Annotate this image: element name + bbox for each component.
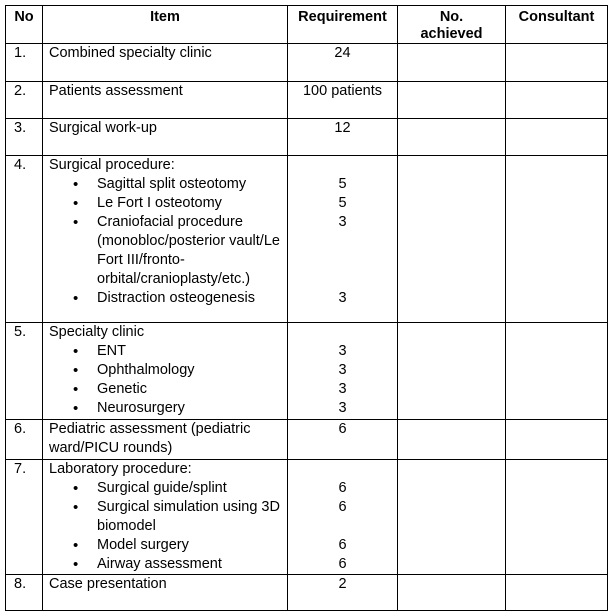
row-number: 4. xyxy=(6,156,43,323)
requirement-cell xyxy=(288,460,398,575)
sub-requirement: 3 xyxy=(338,381,347,397)
sub-item: • Surgical simulation using 3D biomodel xyxy=(49,498,283,536)
row-number: 5. xyxy=(6,323,43,420)
item-cell xyxy=(43,323,288,420)
achieved-cell[interactable] xyxy=(398,460,506,575)
table-row xyxy=(6,323,608,420)
row-number: 7. xyxy=(6,460,43,575)
table-row xyxy=(6,460,608,575)
item-heading: Specialty clinic xyxy=(49,324,145,340)
sub-requirement: 6 xyxy=(338,499,347,515)
item-cell: Case presentation xyxy=(43,575,288,611)
sub-requirement: 6 xyxy=(338,537,347,553)
sub-requirement: 5 xyxy=(338,195,347,211)
sub-item: • Airway assessment xyxy=(49,555,283,574)
sub-item: • Model surgery xyxy=(49,536,283,555)
sub-item-list xyxy=(49,479,283,574)
item-heading: Surgical procedure: xyxy=(49,157,175,173)
row-number: 6. xyxy=(6,420,43,460)
item-cell: Combined specialty clinic xyxy=(43,44,288,82)
requirement-cell xyxy=(288,323,398,420)
requirement-cell: 100 patients xyxy=(288,82,398,119)
item-cell: Surgical work-up xyxy=(43,119,288,156)
sub-item-list xyxy=(49,175,283,308)
sub-requirement: 5 xyxy=(338,176,347,192)
requirement-cell: 6 xyxy=(288,420,398,460)
row-number: 8. xyxy=(6,575,43,611)
table-row xyxy=(6,156,608,323)
sub-item-list xyxy=(49,342,283,418)
sub-requirement: 3 xyxy=(338,214,347,230)
item-cell: Patients assessment xyxy=(43,82,288,119)
consultant-cell[interactable] xyxy=(506,44,608,82)
table-row xyxy=(6,82,608,119)
achieved-cell[interactable] xyxy=(398,575,506,611)
achieved-cell[interactable] xyxy=(398,420,506,460)
sub-requirement: 3 xyxy=(338,343,347,359)
achieved-cell[interactable] xyxy=(398,323,506,420)
consultant-cell[interactable] xyxy=(506,420,608,460)
consultant-cell[interactable] xyxy=(506,575,608,611)
achieved-cell[interactable] xyxy=(398,119,506,156)
header-requirement: Requirement xyxy=(288,6,398,44)
row-number: 3. xyxy=(6,119,43,156)
sub-item: • Ophthalmology xyxy=(49,361,283,380)
header-consultant: Consultant xyxy=(506,6,608,44)
consultant-cell[interactable] xyxy=(506,156,608,323)
table-row xyxy=(6,44,608,82)
requirements-table xyxy=(5,5,608,611)
consultant-cell[interactable] xyxy=(506,460,608,575)
row-number: 1. xyxy=(6,44,43,82)
item-cell xyxy=(43,156,288,323)
row-number: 2. xyxy=(6,82,43,119)
sub-item: • Distraction osteogenesis xyxy=(49,289,283,308)
sub-item: • Craniofacial procedure (monobloc/posterior vault/Le Fort III/fronto-orbital/cranioplasty/etc.) xyxy=(49,213,283,289)
sub-requirement: 3 xyxy=(338,290,347,306)
requirement-cell: 24 xyxy=(288,44,398,82)
header-row xyxy=(6,6,608,44)
header-achieved-line1: No. xyxy=(439,9,464,25)
consultant-cell[interactable] xyxy=(506,82,608,119)
sub-requirement: 3 xyxy=(338,362,347,378)
achieved-cell[interactable] xyxy=(398,82,506,119)
item-cell xyxy=(43,460,288,575)
header-no-achieved xyxy=(398,6,506,44)
item-cell: Pediatric assessment (pediatric ward/PICU rounds) xyxy=(43,420,288,460)
achieved-cell[interactable] xyxy=(398,156,506,323)
requirement-cell xyxy=(288,156,398,323)
consultant-cell[interactable] xyxy=(506,119,608,156)
sub-item: • Neurosurgery xyxy=(49,399,283,418)
requirement-cell: 2 xyxy=(288,575,398,611)
sub-item: • Sagittal split osteotomy xyxy=(49,175,283,194)
table-row xyxy=(6,575,608,611)
sub-requirement: 3 xyxy=(338,400,347,416)
table-row xyxy=(6,420,608,460)
item-heading: Laboratory procedure: xyxy=(49,461,192,477)
header-no: No xyxy=(6,6,43,44)
achieved-cell[interactable] xyxy=(398,44,506,82)
sub-item: • Le Fort I osteotomy xyxy=(49,194,283,213)
consultant-cell[interactable] xyxy=(506,323,608,420)
sub-item: • Genetic xyxy=(49,380,283,399)
table-row xyxy=(6,119,608,156)
sub-requirement: 6 xyxy=(338,480,347,496)
sub-item: • ENT xyxy=(49,342,283,361)
header-item: Item xyxy=(43,6,288,44)
requirement-cell: 12 xyxy=(288,119,398,156)
sub-requirement: 6 xyxy=(338,556,347,572)
sub-item: • Surgical guide/splint xyxy=(49,479,283,498)
header-achieved-line2: achieved xyxy=(420,26,483,42)
